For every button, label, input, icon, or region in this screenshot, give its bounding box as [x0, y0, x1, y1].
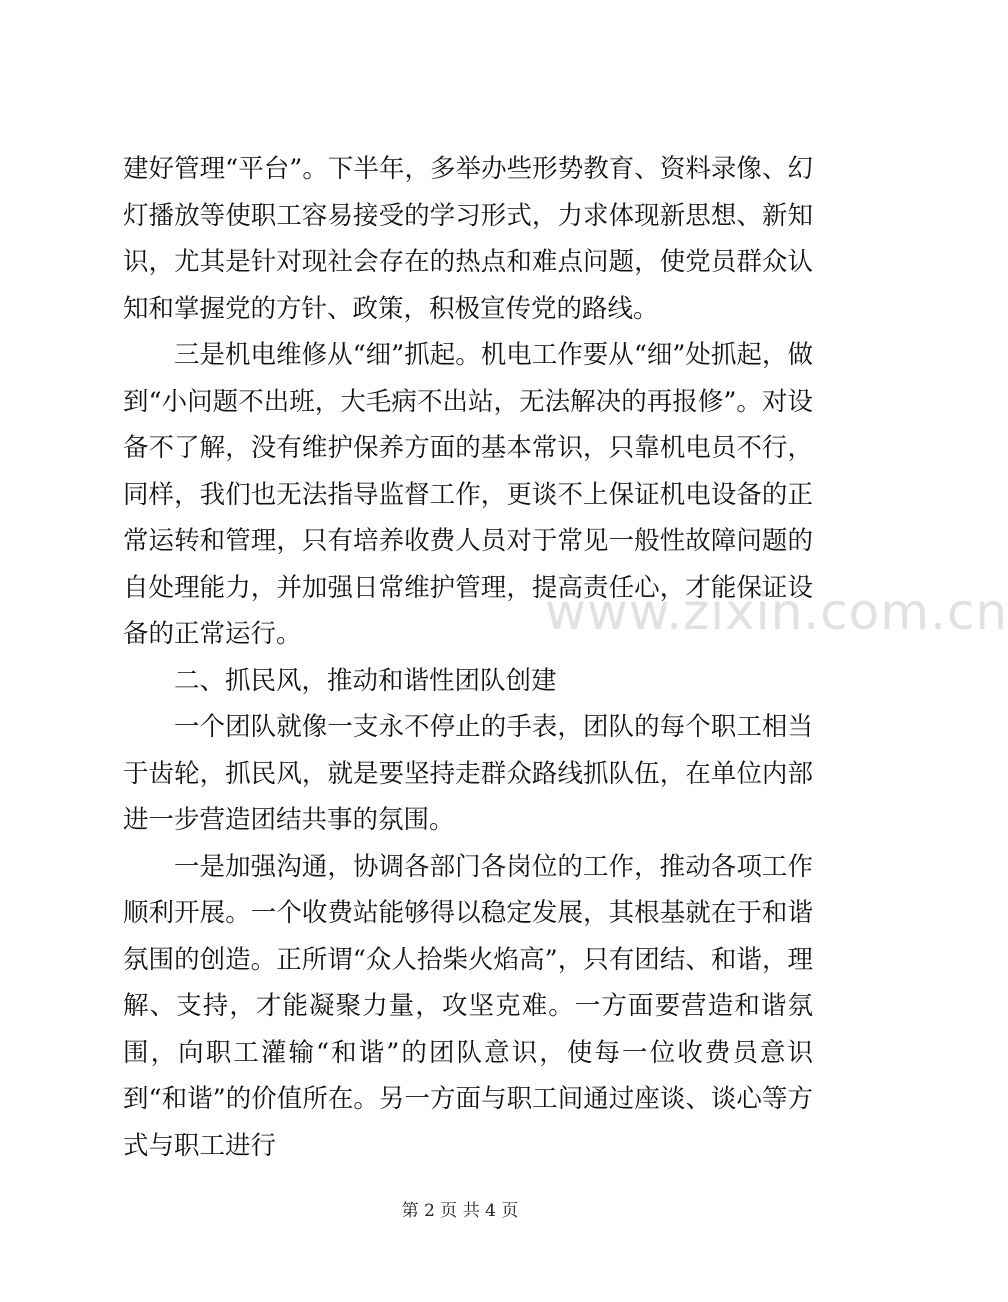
document-body	[123, 146, 813, 1169]
page-footer: 第 2 页 共 4 页	[401, 1201, 519, 1221]
paragraph-continuation: 建好管理“平台”。下半年，多举办些形势教育、资料录像、幻灯播放等使职工容易接受的学习形式，力求体现新思想、新知识，尤其是针对现社会存在的热点和难点问题，使党员群众认知和掌握党的方针、政策，积极宣传党的路线。	[123, 154, 813, 324]
paragraph-communication: 一是加强沟通，协调各部门各岗位的工作，推动各项工作顺利开展。一个收费站能够得以稳定发展，其根基就在于和谐氛围的创造。正所谓“众人拾柴火焰高”，只有团结、和谐，理解、支持，才能凝聚力量，攻坚克难。一方面要营造和谐氛围，向职工灌输“和谐”的团队意识，使每一位收费员意识到“和谐”的价值所在。另一方面与职工间通过座谈、谈心等方式与职工进行	[123, 851, 813, 1161]
section-heading: 二、抓民风，推动和谐性团队创建	[174, 665, 557, 696]
paragraph-team-intro: 一个团队就像一支永不停止的手表，团队的每个职工相当于齿轮，抓民风，就是要坚持走群众路线抓队伍，在单位内部进一步营造团结共事的氛围。	[123, 712, 813, 835]
paragraph-electromechanical: 三是机电维修从“细”抓起。机电工作要从“细”处抓起，做到“小问题不出班，大毛病不出站，无法解决的再报修”。对设备不了解，没有维护保养方面的基本常识，只靠机电员不行，同样，我们也无法指导监督工作，更谈不上保证机电设备的正常运转和管理，只有培养收费人员对于常见一般性故障问题的自处理能力，并加强日常维护管理，提高责任心，才能保证设备的正常运行。	[123, 340, 813, 649]
watermark: www.zixin.com.cn	[545, 583, 1008, 641]
